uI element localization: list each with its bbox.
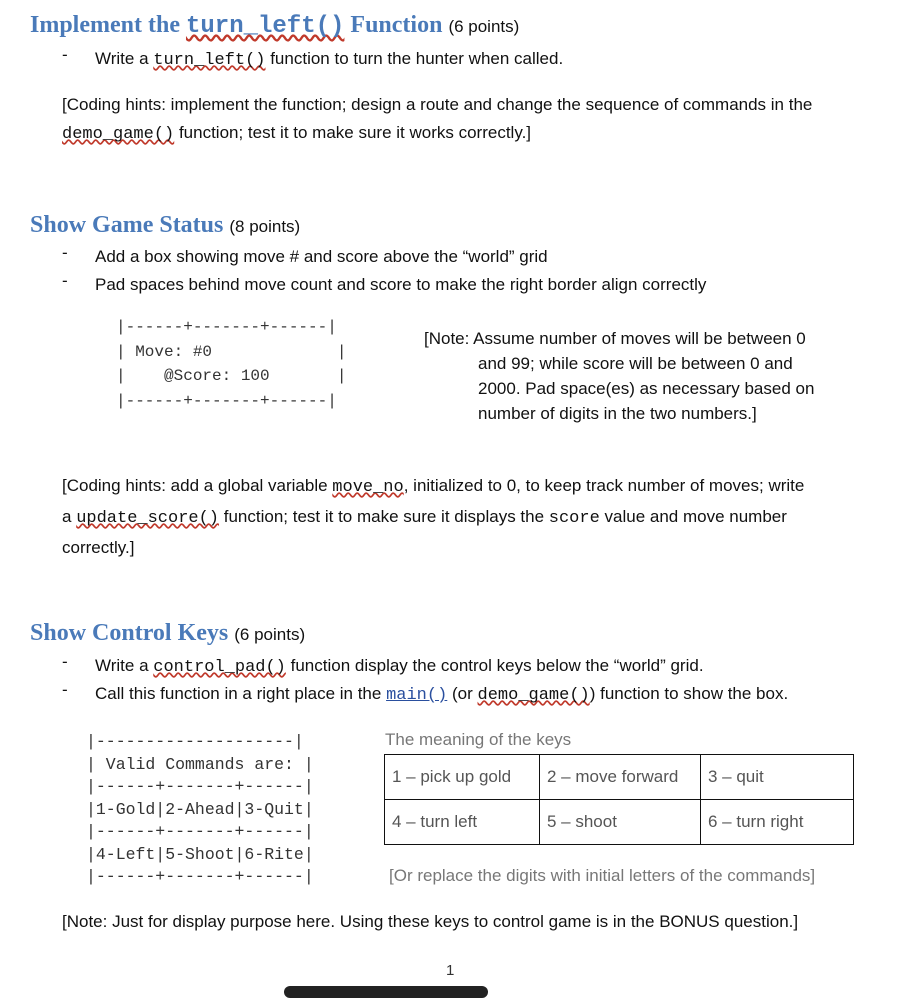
table-row [385, 800, 854, 845]
text: ) function to show the box. [589, 684, 789, 703]
section-title-game-status [30, 212, 300, 239]
note-line: and 99; while score will be between 0 and [478, 354, 793, 373]
bullet-marker: - [62, 652, 68, 671]
bullet-item [95, 45, 563, 75]
bullet-item [95, 652, 704, 682]
text: , initialized to 0, to keep track number of moves; write [403, 476, 805, 495]
section-title-turn-left [30, 12, 519, 40]
replace-note: [Or replace the digits with initial letters of the commands] [389, 866, 816, 885]
hint-line [62, 119, 812, 149]
inline-code: main() [386, 686, 448, 705]
coding-hint [62, 471, 804, 562]
keys-caption: The meaning of the keys [385, 730, 572, 749]
bullet-marker: - [62, 680, 68, 699]
final-note: [Note: Just for display purpose here. Using these keys to control game is in the BONUS question.] [62, 912, 799, 931]
title-text: Function [344, 12, 443, 38]
page-number: 1 [446, 962, 455, 979]
text: function; test it to make sure it displays the [219, 507, 549, 526]
bullet-marker: - [62, 45, 68, 64]
inline-code: update_score() [76, 509, 220, 528]
note-line: number of digits in the two numbers.] [478, 404, 757, 423]
bullet-marker: - [62, 243, 68, 262]
bullet-marker: - [62, 271, 68, 290]
note-block [424, 326, 814, 426]
text: Write a [95, 49, 154, 68]
note-line: 2000. Pad space(es) as necessary based on [478, 379, 815, 398]
section-title-control-keys [30, 620, 305, 647]
text: Write a [95, 656, 154, 675]
hint-line [62, 471, 804, 502]
hint-line [62, 502, 804, 533]
text: (or [447, 684, 478, 703]
scroll-indicator[interactable] [284, 986, 488, 998]
text: function to turn the hunter when called. [265, 49, 564, 68]
table-row [385, 755, 854, 800]
inline-code: turn_left() [153, 51, 266, 70]
hint-line: [Coding hints: implement the function; design a route and change the sequence of commands in the [62, 95, 813, 114]
points-label: (6 points) [234, 625, 306, 644]
bullet-item: Pad spaces behind move count and score to make the right border align correctly [95, 275, 707, 294]
table-cell: 4 – turn left [385, 800, 540, 845]
coding-hint [62, 91, 812, 149]
title-text: Implement the [30, 12, 186, 38]
table-cell: 6 – turn right [701, 800, 854, 845]
table-cell: 5 – shoot [540, 800, 701, 845]
inline-code: move_no [332, 478, 404, 497]
inline-code: control_pad() [153, 658, 286, 677]
text: a [62, 507, 77, 526]
table-cell: 2 – move forward [540, 755, 701, 800]
text: [Coding hints: add a global variable [62, 476, 333, 495]
points-label: (6 points) [448, 17, 520, 36]
note-line: [Note: Assume number of moves will be between 0 [424, 329, 806, 348]
title-text: Show Control Keys [30, 620, 229, 646]
title-code: turn_left() [185, 13, 345, 40]
title-text: Show Game Status [30, 212, 224, 238]
text: value and move number [599, 507, 787, 526]
bullet-item: Add a box showing move # and score above the “world” grid [95, 247, 548, 266]
table-cell: 3 – quit [701, 755, 854, 800]
inline-code: score [548, 509, 600, 528]
status-box-example: |------+-------+------| | Move: #0 | | @Score: 100 | |------+-------+------| [116, 318, 347, 410]
points-label: (8 points) [229, 217, 301, 236]
text: Call this function in a right place in the [95, 684, 387, 703]
hint-line: correctly.] [62, 538, 135, 557]
table-cell: 1 – pick up gold [385, 755, 540, 800]
inline-code: demo_game() [62, 125, 175, 144]
control-box-example: |--------------------| | Valid Commands are: | |------+-------+------| |1-Gold|2-Ahead|3-Quit| |------+-------+------| |4-Left|5-Shoot|6-Rite| |------+-------+------| [86, 732, 314, 886]
keys-table [384, 754, 854, 845]
text: function; test it to make sure it works correctly.] [174, 123, 532, 142]
text: function display the control keys below the “world” grid. [285, 656, 704, 675]
inline-code: demo_game() [477, 686, 590, 705]
bullet-item [95, 680, 788, 710]
